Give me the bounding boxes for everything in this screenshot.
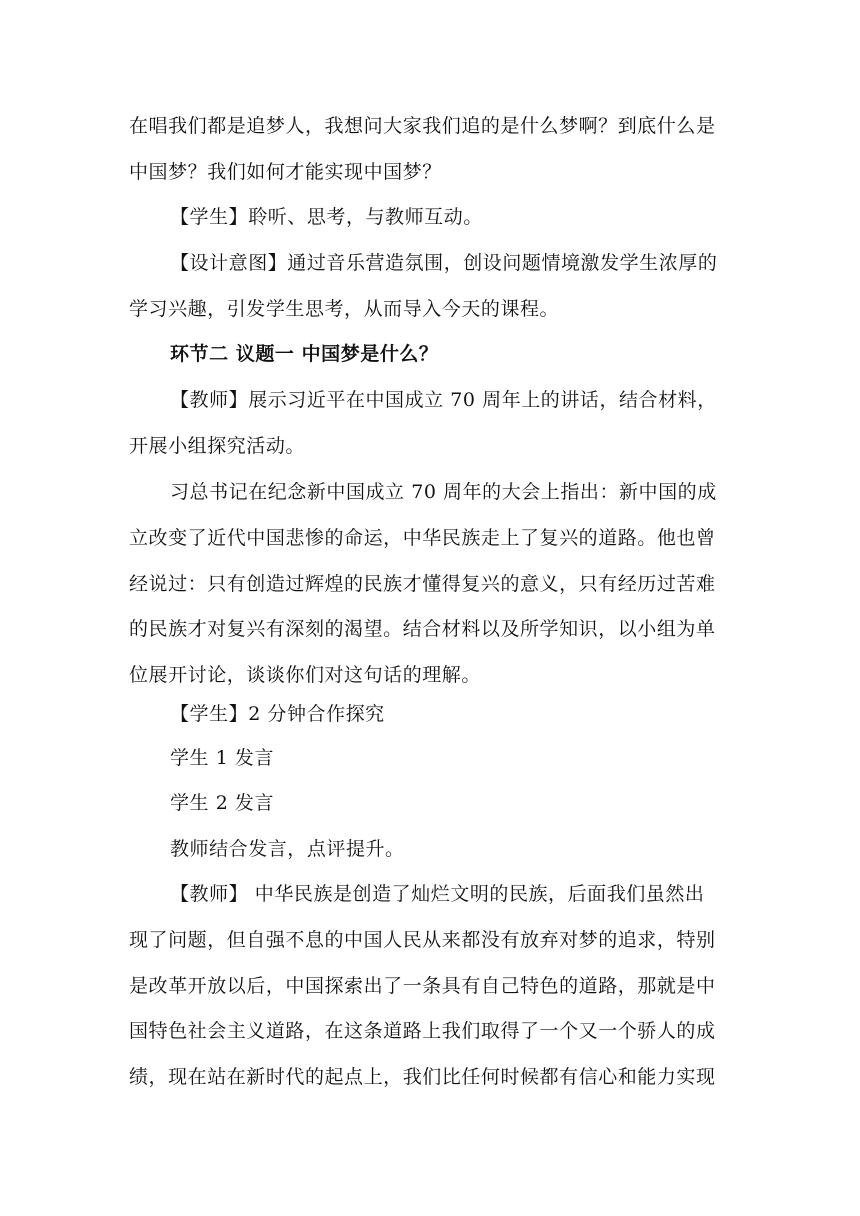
teacher-comment-paragraph bbox=[129, 827, 733, 873]
text-line: 【学生】聆听、思考，与教师互动。 bbox=[170, 206, 483, 228]
text-line: 学生 2 发言 bbox=[170, 792, 275, 814]
text-line: 经说过：只有创造过辉煌的民族才懂得复兴的意义，只有经历过苦难 bbox=[129, 572, 716, 595]
text-line: 【设计意图】通过音乐营造氛围，创设问题情境激发学生浓厚的 bbox=[170, 252, 718, 274]
text-line: 学生 1 发言 bbox=[170, 747, 275, 769]
text-line: 是改革开放以后，中国探索出了一条具有自己特色的道路，那就是中 bbox=[129, 974, 716, 997]
student-response-paragraph bbox=[129, 195, 733, 241]
teacher-summary-paragraph bbox=[129, 872, 733, 1101]
text-line: 学习兴趣，引发学生思考，从而导入今天的课程。 bbox=[129, 297, 560, 320]
section-heading bbox=[129, 332, 733, 378]
text-line: 在唱我们都是追梦人，我想问大家我们追的是什么梦啊？到底什么是 bbox=[129, 115, 716, 137]
text-line: 立改变了近代中国悲惨的命运，中华民族走上了复兴的道路。他也曾 bbox=[129, 526, 716, 549]
material-paragraph bbox=[129, 470, 733, 699]
text-line: 绩，现在站在新时代的起点上，我们比任何时候都有信心和能力实现 bbox=[129, 1066, 716, 1089]
text-line: 【教师】 中华民族是创造了灿烂文明的民族，后面我们虽然出 bbox=[170, 883, 705, 905]
design-intent-paragraph bbox=[129, 241, 733, 333]
student-2-paragraph bbox=[129, 781, 733, 827]
text-line: 位展开讨论，谈谈你们对这句话的理解。 bbox=[129, 664, 481, 687]
text-line: 【学生】2 分钟合作探究 bbox=[170, 703, 385, 725]
heading-line: 环节二 议题一 中国梦是什么？ bbox=[170, 343, 439, 365]
teacher-paragraph bbox=[129, 378, 733, 470]
student-1-paragraph bbox=[129, 736, 733, 782]
text-line: 现了问题，但自强不息的中国人民从来都没有放弃对梦的追求，特别 bbox=[129, 928, 716, 951]
text-line: 开展小组探究活动。 bbox=[129, 434, 305, 457]
text-line: 中国梦？我们如何才能实现中国梦？ bbox=[129, 160, 442, 183]
text-line: 【教师】展示习近平在中国成立 70 周年上的讲话，结合材料， bbox=[170, 389, 717, 411]
student-activity-paragraph bbox=[129, 692, 733, 738]
text-line: 国特色社会主义道路，在这条道路上我们取得了一个又一个骄人的成 bbox=[129, 1020, 716, 1043]
text-line: 教师结合发言，点评提升。 bbox=[170, 838, 405, 860]
text-line: 的民族才对复兴有深刻的渴望。结合材料以及所学知识，以小组为单 bbox=[129, 618, 716, 641]
intro-paragraph bbox=[129, 104, 733, 196]
text-line: 习总书记在纪念新中国成立 70 周年的大会上指出：新中国的成 bbox=[170, 481, 717, 503]
